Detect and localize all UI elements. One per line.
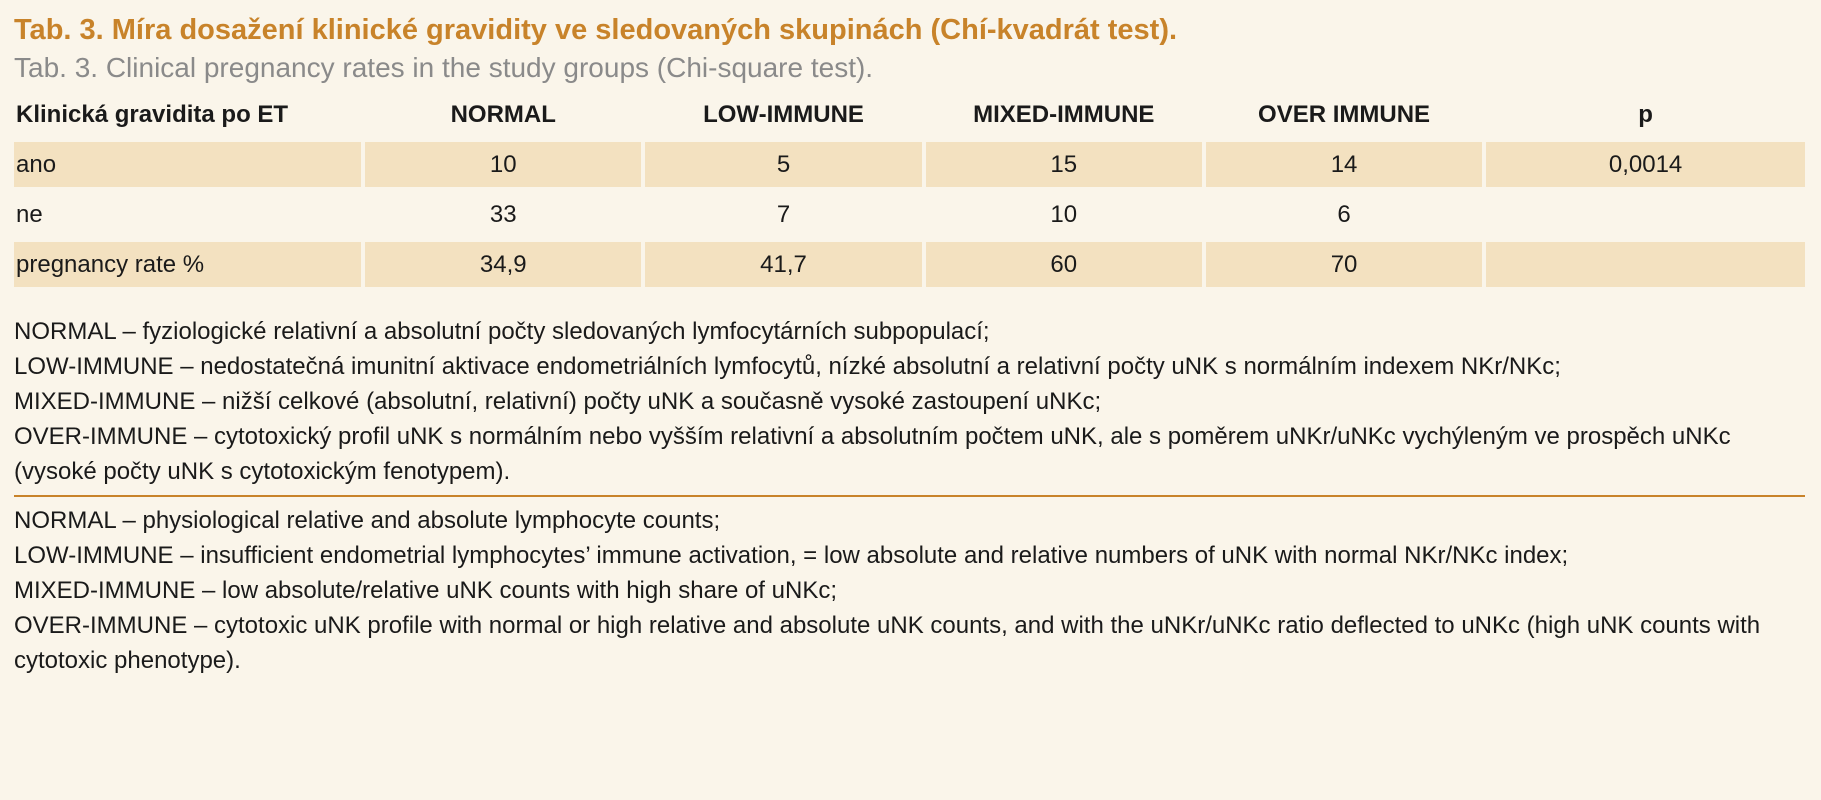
table-cell: 14 [1206,142,1482,187]
note-english-mixed-immune: MIXED-IMMUNE – low absolute/relative uNK counts with high share of uNKc; [14,577,837,604]
table-title-czech: Tab. 3. Míra dosažení klinické gravidity ve sledovaných skupinách (Chí-kvadrát test). [14,14,1178,46]
table-cell: 10 [1050,200,1078,228]
table-cell: 6 [1337,200,1351,228]
column-header: LOW-IMMUNE [703,101,864,128]
notes-divider [14,495,1805,497]
note-czech-normal: NORMAL – fyziologické relativní a absolutní počty sledovaných lymfocytárních subpopulací; [14,318,990,345]
column-header: MIXED-IMMUNE [973,101,1155,128]
column-header: Klinická gravidita po ET [16,101,289,128]
note-english-low-immune: LOW-IMMUNE – insufficient endometrial lymphocytes’ immune activation, = low absolute and relative numbers of uNK with normal NKr/NKc index; [14,542,1569,569]
note-czech-over-immune: OVER-IMMUNE – cytotoxický profil uNK s normálním nebo vyšším relativní a absolutním počtem uNK, ale s poměrem uNKr/uNKc vychýleným ve prospěch uNKc (vysoké počty uNK s cytotoxickým fenotypem). [14,423,1731,485]
table-header-row [14,93,1805,137]
table-cell: 70 [1206,242,1482,287]
table-cell: 10 [365,142,641,187]
note-english-over-immune: OVER-IMMUNE – cytotoxic uNK profile with normal or high relative and absolute uNK counts, and with the uNKr/uNKc ratio deflected to uNKc (high uNK counts with cytotoxic phenotype). [14,612,1761,674]
table-row [14,142,1805,187]
table-cell: 34,9 [365,242,641,287]
results-table [10,88,1809,292]
table-row [14,242,1805,287]
table-cell: 7 [776,200,791,228]
table-notes [14,314,1805,678]
column-header: NORMAL [450,101,556,128]
table-cell: 15 [926,142,1202,187]
table-cell: 41,7 [645,242,921,287]
column-header: OVER IMMUNE [1258,101,1431,128]
table-cell: ne [16,200,43,228]
note-czech-mixed-immune: MIXED-IMMUNE – nižší celkové (absolutní, relativní) počty uNK a současně vysoké zastoupení uNKc; [14,388,1102,415]
table-cell: 0,0014 [1486,142,1805,187]
note-czech-low-immune: LOW-IMMUNE – nedostatečná imunitní aktivace endometriálních lymfocytů, nízké absolutní a relativní počty uNK s normálním indexem NKr/NKc; [14,353,1561,380]
table-row [14,192,1805,237]
note-english-normal: NORMAL – physiological relative and absolute lymphocyte counts; [14,507,721,534]
table-cell: 5 [645,142,921,187]
table-cell [1486,242,1805,287]
table-cell: ano [14,142,361,187]
table-title-english: Tab. 3. Clinical pregnancy rates in the study groups (Chi-square test). [14,52,874,83]
column-header: p [1638,101,1653,128]
table-cell: 60 [926,242,1202,287]
table-cell [1486,192,1805,237]
table-cell: pregnancy rate % [14,242,361,287]
table-cell: 33 [489,200,517,228]
